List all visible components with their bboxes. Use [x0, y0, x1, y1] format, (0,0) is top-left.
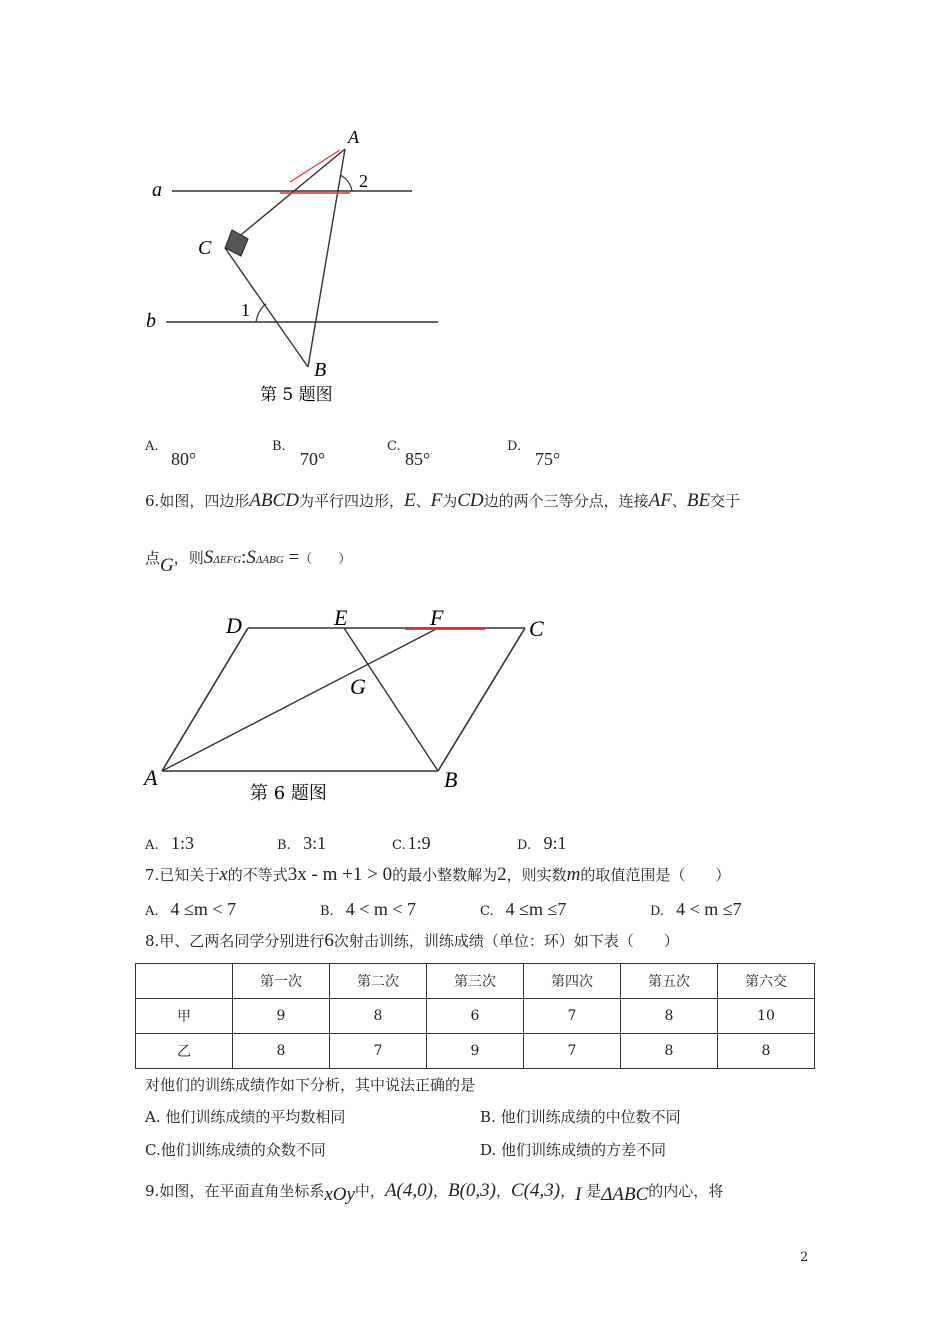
table-cell: 第一次	[233, 964, 330, 999]
q6-option-d[interactable]: D. 9:1	[517, 833, 567, 853]
label-a: a	[152, 179, 162, 201]
q5-option-a[interactable]: A.	[145, 439, 159, 454]
red-highlight	[290, 150, 340, 182]
angle-1-arc	[256, 304, 266, 322]
table-cell: 8	[621, 1034, 718, 1069]
table-cell	[136, 964, 233, 999]
q5-option-b[interactable]: B.	[272, 439, 286, 454]
label-b: b	[146, 310, 156, 332]
q8-stem: 8.甲、乙两名同学分别进行6次射击训练，训练成绩（单位：环）如下表（ ）	[145, 930, 679, 951]
label-A: A	[348, 127, 359, 147]
table-cell: 甲	[136, 999, 233, 1034]
table-cell: 第三次	[427, 964, 524, 999]
label-E: E	[334, 605, 348, 630]
q7-stem: 7.已知关于x的不等式3x - m +1 > 0的最小整数解为2，则实数m的取值范围是（ ）	[145, 864, 731, 885]
q8-option-a[interactable]: A. 他们训练成绩的平均数相同	[145, 1108, 346, 1126]
table-cell: 7	[524, 1034, 621, 1069]
label-B: B	[314, 359, 327, 381]
label-F: F	[430, 605, 444, 630]
q5-option-c[interactable]: C.	[387, 439, 401, 454]
table-cell: 乙	[136, 1034, 233, 1069]
segment-ab	[308, 149, 345, 367]
q7-option-d[interactable]: D. 4 < m ≤7	[650, 899, 742, 919]
table-cell: 8	[718, 1034, 815, 1069]
q6-option-c[interactable]: C. 1:9	[392, 833, 431, 853]
q8-analysis: 对他们的训练成绩作如下分析，其中说法正确的是	[145, 1076, 476, 1094]
figure-6-caption: 第 6 题图	[250, 783, 327, 804]
table-header-row	[136, 964, 815, 999]
table-cell: 10	[718, 999, 815, 1034]
page-number: 2	[800, 1250, 809, 1265]
label-D: D	[226, 613, 242, 638]
table-row	[136, 999, 815, 1034]
q7-option-c[interactable]: C. 4 ≤m ≤7	[480, 899, 567, 919]
q6-option-a[interactable]: A. 1:3	[145, 833, 194, 853]
label-G: G	[350, 674, 366, 699]
q5-option-c-value: 85°	[405, 449, 431, 469]
table-cell: 第四次	[524, 964, 621, 999]
table-cell: 第二次	[330, 964, 427, 999]
label-A: A	[144, 765, 158, 790]
label-1: 1	[241, 300, 250, 320]
q5-option-a-value: 80°	[171, 449, 197, 469]
q5-option-b-value: 70°	[300, 449, 326, 469]
label-C: C	[529, 616, 544, 641]
figure-5-caption: 第 5 题图	[260, 385, 333, 405]
segment-be	[344, 628, 438, 771]
table-cell: 8	[330, 999, 427, 1034]
side-bc	[438, 628, 525, 771]
table-cell: 6	[427, 999, 524, 1034]
table-row	[136, 1034, 815, 1069]
q6-stem-line2: 点G，则SΔEFG:SΔABG =（ ）	[145, 547, 352, 576]
label-B: B	[444, 767, 458, 792]
figure-6	[140, 605, 560, 815]
q5-option-d[interactable]: D.	[507, 439, 522, 454]
table-cell: 第五次	[621, 964, 718, 999]
angle-2-arc	[340, 175, 352, 191]
segment-af	[162, 628, 438, 771]
table-cell: 7	[330, 1034, 427, 1069]
side-ad	[162, 628, 248, 771]
table-cell: 7	[524, 999, 621, 1034]
q6-stem-line1: 6.如图，四边形ABCD为平行四边形，E、F为CD边的两个三等分点，连接AF、BE交于	[145, 490, 741, 511]
q8-option-d[interactable]: D. 他们训练成绩的方差不同	[480, 1141, 667, 1159]
q5-option-d-value: 75°	[535, 449, 561, 469]
table-cell: 8	[621, 999, 718, 1034]
label-2: 2	[359, 171, 368, 191]
segment-ac	[225, 149, 345, 248]
q6-option-b[interactable]: B. 3:1	[277, 833, 327, 853]
table-cell: 9	[427, 1034, 524, 1069]
q7-option-a[interactable]: A. 4 ≤m < 7	[145, 899, 237, 919]
figure-5	[140, 120, 460, 410]
q9-stem: 9.如图，在平面直角坐标系xOy中，A(4,0)，B(0,3)，C(4,3)，I 是ΔABC的内心，将	[145, 1180, 724, 1205]
table-cell: 第六交	[718, 964, 815, 999]
table-cell: 8	[233, 1034, 330, 1069]
q7-option-b[interactable]: B. 4 < m < 7	[320, 899, 416, 919]
label-C: C	[198, 237, 212, 259]
segment-cb	[225, 248, 308, 367]
q8-option-c[interactable]: C.他们训练成绩的众数不同	[145, 1141, 326, 1159]
q8-option-b[interactable]: B. 他们训练成绩的中位数不同	[480, 1108, 681, 1126]
score-table	[135, 963, 815, 1069]
table-cell: 9	[233, 999, 330, 1034]
